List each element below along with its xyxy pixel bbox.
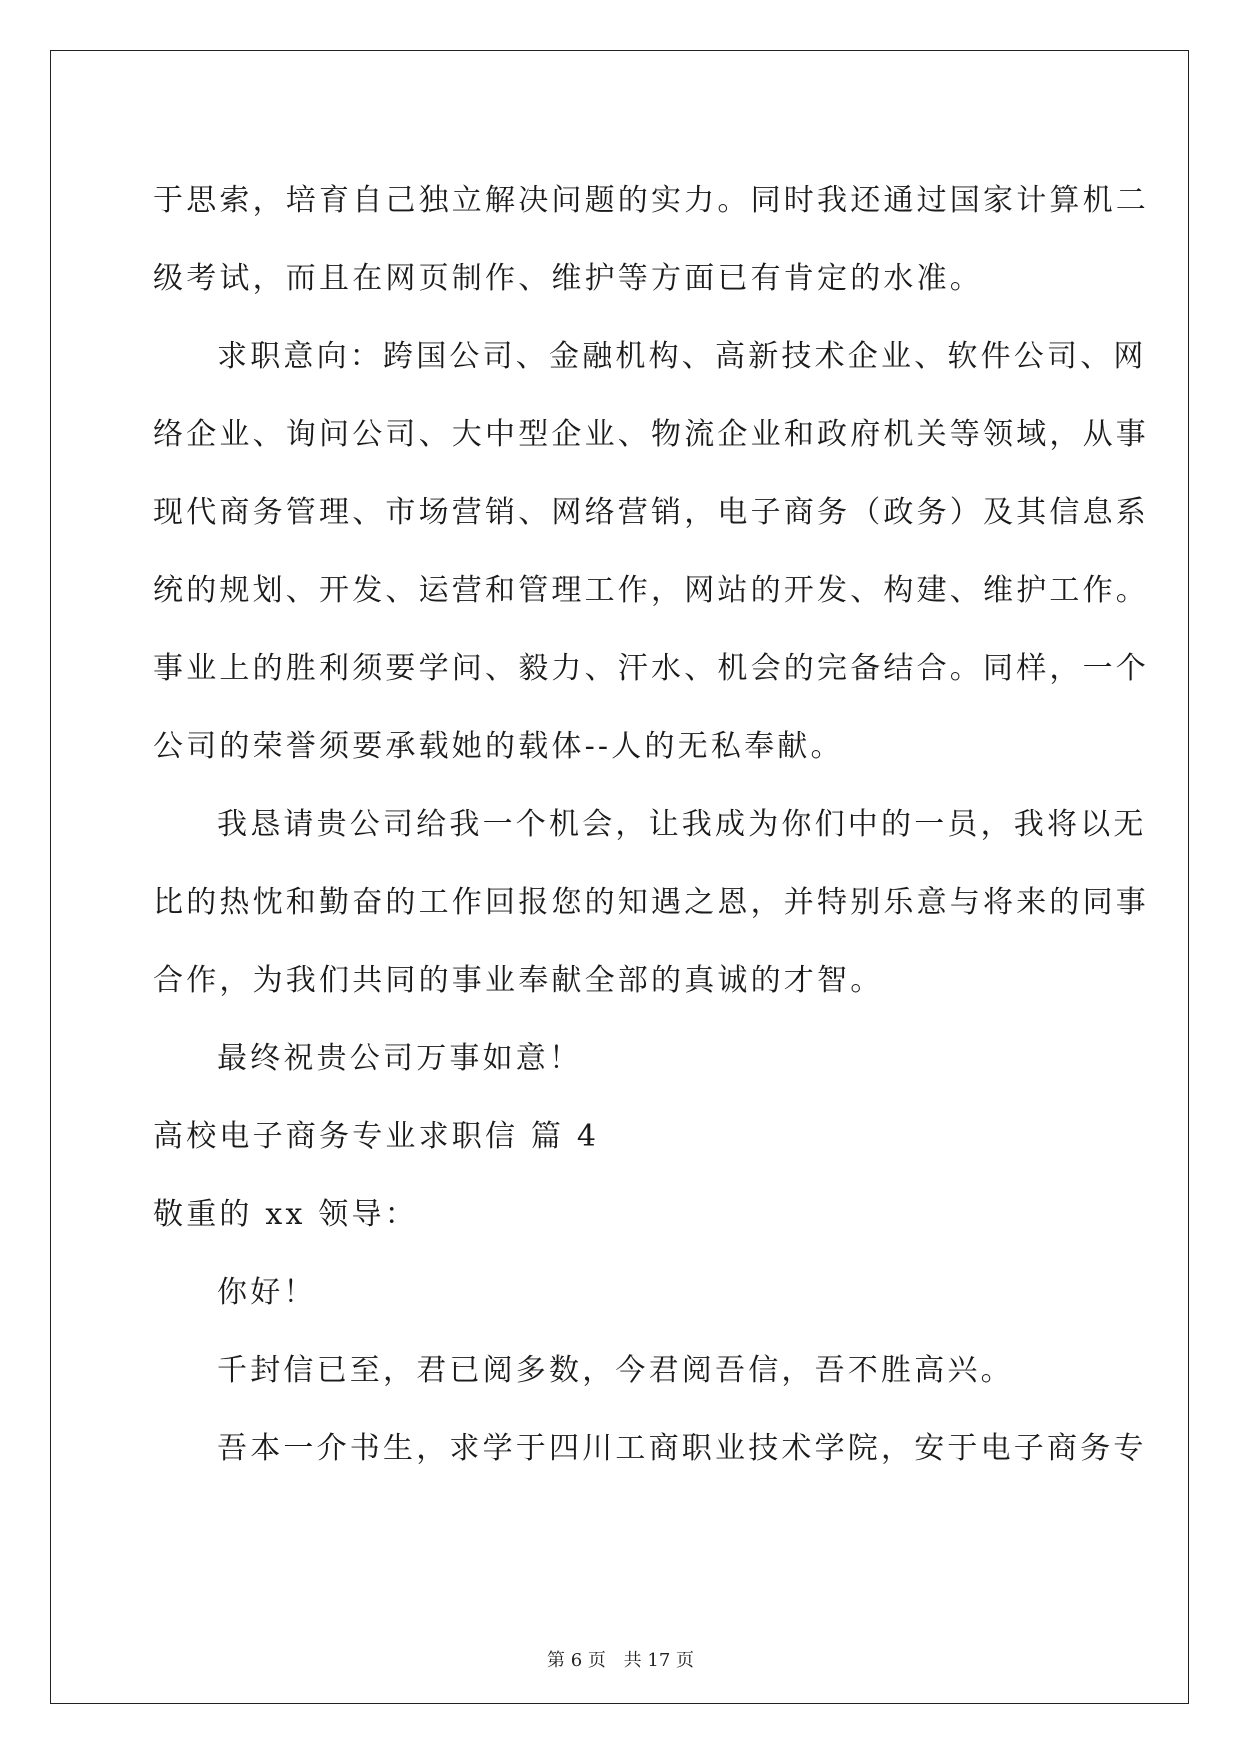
paragraph-start-line: 最终祝贵公司万事如意！ [217, 1041, 583, 1076]
paragraph-line: 现代商务管理、市场营销、网络营销，电子商务（政务）及其信息系 [153, 495, 1149, 530]
paragraph-line: 事业上的胜利须要学问、毅力、汗水、机会的完备结合。同样，一个 [153, 651, 1149, 686]
paragraph-start-line: 千封信已至，君已阅多数，今君阅吾信，吾不胜高兴。 [217, 1353, 1014, 1388]
paragraph-start-line: 敬重的 xx 领导： [153, 1197, 418, 1232]
page-total: 共 17 页 [623, 1650, 694, 1671]
paragraph-line: 统的规划、开发、运营和管理工作，网站的开发、构建、维护工作。 [153, 573, 1149, 608]
paragraph-line: 合作，为我们共同的事业奉献全部的真诚的才智。 [153, 963, 884, 998]
paragraph-line: 级考试，而且在网页制作、维护等方面已有肯定的水准。 [153, 261, 983, 296]
paragraph-start-line: 于思索，培育自己独立解决问题的实力。同时我还通过国家计算机二 [153, 183, 1149, 218]
page-footer [0, 1646, 1241, 1672]
paragraph-start-line: 高校电子商务专业求职信 篇 4 [153, 1119, 600, 1154]
paragraph-start-line: 吾本一介书生，求学于四川工商职业技术学院，安于电子商务专 [217, 1431, 1147, 1466]
page-number: 第 6 页 [547, 1650, 606, 1671]
paragraph-start-line: 求职意向：跨国公司、金融机构、高新技术企业、软件公司、网 [217, 339, 1147, 374]
paragraph-start-line: 你好！ [217, 1275, 317, 1310]
document-body [153, 162, 1149, 1488]
paragraph-line: 络企业、询问公司、大中型企业、物流企业和政府机关等领域，从事 [153, 417, 1149, 452]
paragraph-line: 比的热忱和勤奋的工作回报您的知遇之恩，并特别乐意与将来的同事 [153, 885, 1149, 920]
paragraph-start-line: 我恳请贵公司给我一个机会，让我成为你们中的一员，我将以无 [217, 807, 1147, 842]
paragraph-line: 公司的荣誉须要承载她的载体--人的无私奉献。 [153, 729, 844, 764]
